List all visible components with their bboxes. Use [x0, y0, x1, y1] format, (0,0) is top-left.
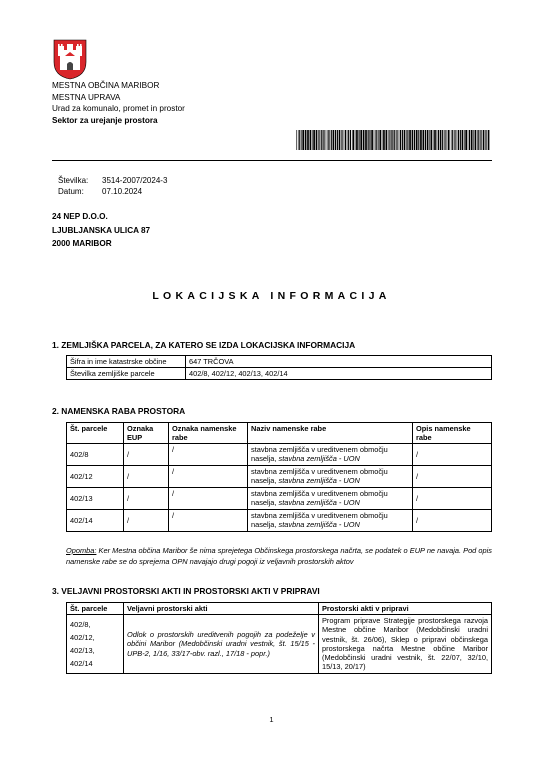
name-italic: stavbna zemljišča - UON	[278, 520, 360, 529]
cell-desc: /	[413, 510, 492, 532]
cell-value: 402/8, 402/12, 402/13, 402/14	[186, 368, 492, 380]
recipient-address	[52, 210, 150, 251]
cell-eup: /	[124, 444, 169, 466]
parcel-table	[66, 355, 492, 380]
page-number: 1	[269, 715, 274, 724]
note-label: Opomba:	[66, 546, 97, 555]
cell-parcel: 402/12	[67, 466, 124, 488]
table-header-row	[67, 603, 492, 615]
table-row	[67, 356, 492, 368]
table-row	[67, 510, 492, 532]
column-header: Št. parcele	[67, 603, 124, 615]
maribor-coat-of-arms-logo	[52, 38, 88, 80]
cell-code: /	[169, 510, 248, 532]
cell-code: /	[169, 466, 248, 488]
land-use-table	[66, 422, 492, 532]
name-text: stavbna zemljišča v ureditvenem območju naselja,	[251, 511, 388, 529]
reference-block	[58, 175, 167, 197]
section-2-heading: 2. NAMENSKA RABA PROSTORA	[52, 406, 186, 416]
cell-value: 647 TRČOVA	[186, 356, 492, 368]
cell-pending-acts: Program priprave Strategije prostorskega razvoja Mestne občine Maribor (Medobčinski uradni vestnik, št. 26/06), Sklep o pripravi občinskega prostorskega načrta Mestne občine Maribor (Medobčinski uradni vestnik, št. 22/07, 32/10, 15/13, 20/17)	[319, 615, 492, 674]
cell-name	[248, 444, 413, 466]
document-date: 07.10.2024	[102, 187, 143, 196]
cell-eup: /	[124, 488, 169, 510]
cell-eup: /	[124, 510, 169, 532]
cell-valid-acts: Odlok o prostorskih ureditvenih pogojih za podeželje v občini Maribor (Medobčinski uradni vestnik, št. 15/15 - UPB-2, 1/16, 33/17-obv. razl., 17/18 - popr.)	[124, 615, 319, 674]
recipient-line: LJUBLJANSKA ULICA 87	[52, 225, 151, 235]
name-italic: stavbna zemljišča - UON	[278, 498, 360, 507]
org-line: MESTNA UPRAVA	[52, 92, 121, 102]
table-header-row	[67, 423, 492, 444]
section-1-heading: 1. ZEMLJIŠKA PARCELA, ZA KATERO SE IZDA LOKACIJSKA INFORMACIJA	[52, 340, 356, 350]
parcel-number: 402/12,	[70, 632, 95, 642]
document-number: 3514-2007/2024-3	[102, 176, 168, 185]
column-header: Oznaka namenske rabe	[169, 423, 248, 444]
barcode	[296, 130, 491, 150]
document-title: LOKACIJSKA INFORMACIJA	[152, 290, 391, 302]
cell-parcels	[67, 615, 124, 674]
name-text: stavbna zemljišča v ureditvenem območju naselja,	[251, 445, 388, 463]
name-italic: stavbna zemljišča - UON	[278, 454, 360, 463]
cell-label: Številka zemljiške parcele	[67, 368, 186, 380]
table-row	[67, 444, 492, 466]
number-label: Številka:	[58, 176, 89, 185]
section-3-heading: 3. VELJAVNI PROSTORSKI AKTI IN PROSTORSKI AKTI V PRIPRAVI	[52, 586, 320, 596]
cell-parcel: 402/14	[67, 510, 124, 532]
column-header: Št. parcele	[67, 423, 124, 444]
cell-desc: /	[413, 444, 492, 466]
name-italic: stavbna zemljišča - UON	[278, 476, 360, 485]
cell-name	[248, 510, 413, 532]
table-row	[67, 368, 492, 380]
column-header: Oznaka EUP	[124, 423, 169, 444]
cell-code: /	[169, 444, 248, 466]
table-row	[67, 615, 492, 674]
cell-name	[248, 488, 413, 510]
parcel-number: 402/14	[70, 658, 93, 668]
column-header: Opis namenske rabe	[413, 423, 492, 444]
table-row	[67, 488, 492, 510]
note	[66, 546, 492, 567]
spatial-acts-table	[66, 602, 492, 674]
column-header: Veljavni prostorski akti	[124, 603, 319, 615]
parcel-number: 402/8,	[70, 619, 91, 629]
cell-label: Šifra in ime katastrske občine	[67, 356, 186, 368]
name-text: stavbna zemljišča v ureditvenem območju naselja,	[251, 467, 388, 485]
recipient-line: 2000 MARIBOR	[52, 239, 112, 248]
org-line: MESTNA OBČINA MARIBOR	[52, 81, 160, 90]
column-header: Naziv namenske rabe	[248, 423, 413, 444]
issuer-block	[52, 80, 185, 126]
cell-parcel: 402/13	[67, 488, 124, 510]
table-row	[67, 466, 492, 488]
column-header: Prostorski akti v pripravi	[319, 603, 492, 615]
parcel-number: 402/13,	[70, 645, 95, 655]
cell-code: /	[169, 488, 248, 510]
cell-eup: /	[124, 466, 169, 488]
cell-desc: /	[413, 488, 492, 510]
cell-parcel: 402/8	[67, 444, 124, 466]
name-text: stavbna zemljišča v ureditvenem območju naselja,	[251, 489, 388, 507]
cell-desc: /	[413, 466, 492, 488]
date-label: Datum:	[58, 187, 84, 196]
recipient-line: 24 NEP D.O.O.	[52, 212, 108, 221]
cell-name	[248, 466, 413, 488]
header-divider	[52, 160, 492, 161]
sector-name: Sektor za urejanje prostora	[52, 115, 158, 125]
org-line: Urad za komunalo, promet in prostor	[52, 104, 185, 113]
note-text: Ker Mestna občina Maribor še nima sprejetega Občinskega prostorskega načrta, se podatek o EUP ne navaja. Pod opis namenske rabe se do sprejema OPN navajajo drugi pogoji iz veljavnih prostorskih aktov	[66, 546, 492, 566]
